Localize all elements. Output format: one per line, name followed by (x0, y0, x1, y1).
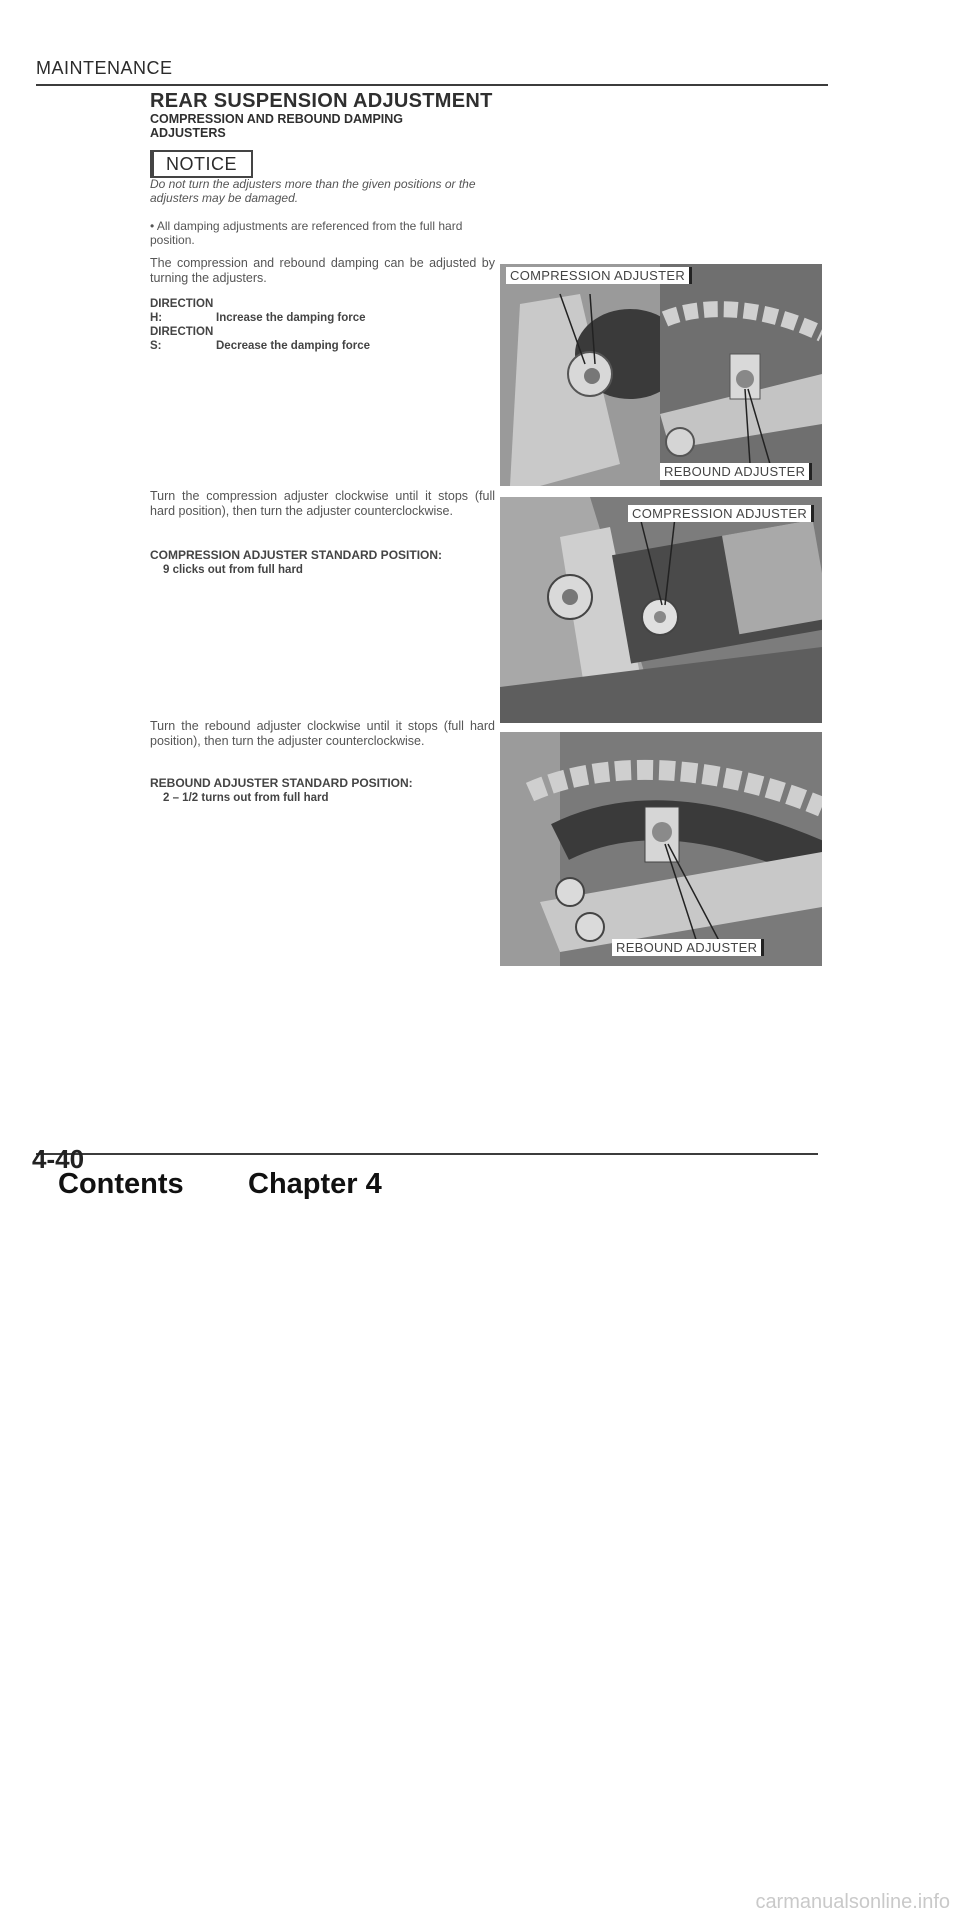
direction-block (150, 297, 370, 353)
callout-rebound-adjuster-2: REBOUND ADJUSTER (612, 939, 764, 956)
compression-spec-value: 9 clicks out from full hard (163, 564, 303, 576)
direction-h-label: DIRECTION H: (150, 298, 214, 324)
photo-rebound-adjuster (500, 732, 822, 966)
rebound-step-text: Turn the rebound adjuster clockwise until it stops (full hard position), then turn the adjuster counterclockwise. (150, 719, 495, 748)
photo-1-illustration (500, 264, 822, 486)
direction-s-text: Decrease the damping force (216, 340, 371, 352)
photo-compression-adjuster (500, 497, 822, 723)
section-header: MAINTENANCE (36, 58, 173, 78)
chapter-4-link[interactable]: Chapter 4 (248, 1168, 382, 1200)
bullet-dot: • (150, 219, 157, 233)
rebound-spec-label: REBOUND ADJUSTER STANDARD POSITION: (150, 776, 413, 790)
photo-2-illustration (500, 497, 822, 723)
callout-rebound-adjuster: REBOUND ADJUSTER (660, 463, 812, 480)
bullet-item (150, 219, 495, 247)
page-subtitle: COMPRESSION AND REBOUND DAMPING ADJUSTERS (150, 112, 404, 140)
footer-rule (36, 1153, 818, 1155)
compression-step-text: Turn the compression adjuster clockwise until it stops (full hard position), then turn the adjuster counterclockwise. (150, 489, 495, 518)
bullet-text: All damping adjustments are referenced from the full hard position. (150, 219, 463, 247)
rebound-spec-value: 2 – 1/2 turns out from full hard (163, 792, 329, 804)
direction-s (150, 325, 370, 353)
direction-h-text: Increase the damping force (216, 312, 366, 324)
watermark: carmanualsonline.info (755, 1891, 950, 1913)
photo-compression-rebound-adjusters (500, 264, 822, 486)
notice-label: NOTICE (150, 150, 253, 178)
photo-3-illustration (500, 732, 822, 966)
callout-compression-adjuster: COMPRESSION ADJUSTER (506, 267, 692, 284)
intro-text: The compression and rebound damping can be adjusted by turning the adjusters. (150, 256, 495, 285)
direction-h (150, 297, 370, 325)
contents-link[interactable]: Contents (58, 1168, 184, 1200)
page-title: REAR SUSPENSION ADJUSTMENT (150, 90, 493, 112)
compression-spec-label: COMPRESSION ADJUSTER STANDARD POSITION: (150, 548, 443, 562)
notice-text: Do not turn the adjusters more than the given positions or the adjusters may be damaged. (150, 177, 476, 205)
callout-compression-adjuster-2: COMPRESSION ADJUSTER (628, 505, 814, 522)
header-rule (36, 84, 828, 86)
direction-s-label: DIRECTION S: (150, 326, 214, 352)
page-number: 4-40 (32, 1144, 85, 1174)
